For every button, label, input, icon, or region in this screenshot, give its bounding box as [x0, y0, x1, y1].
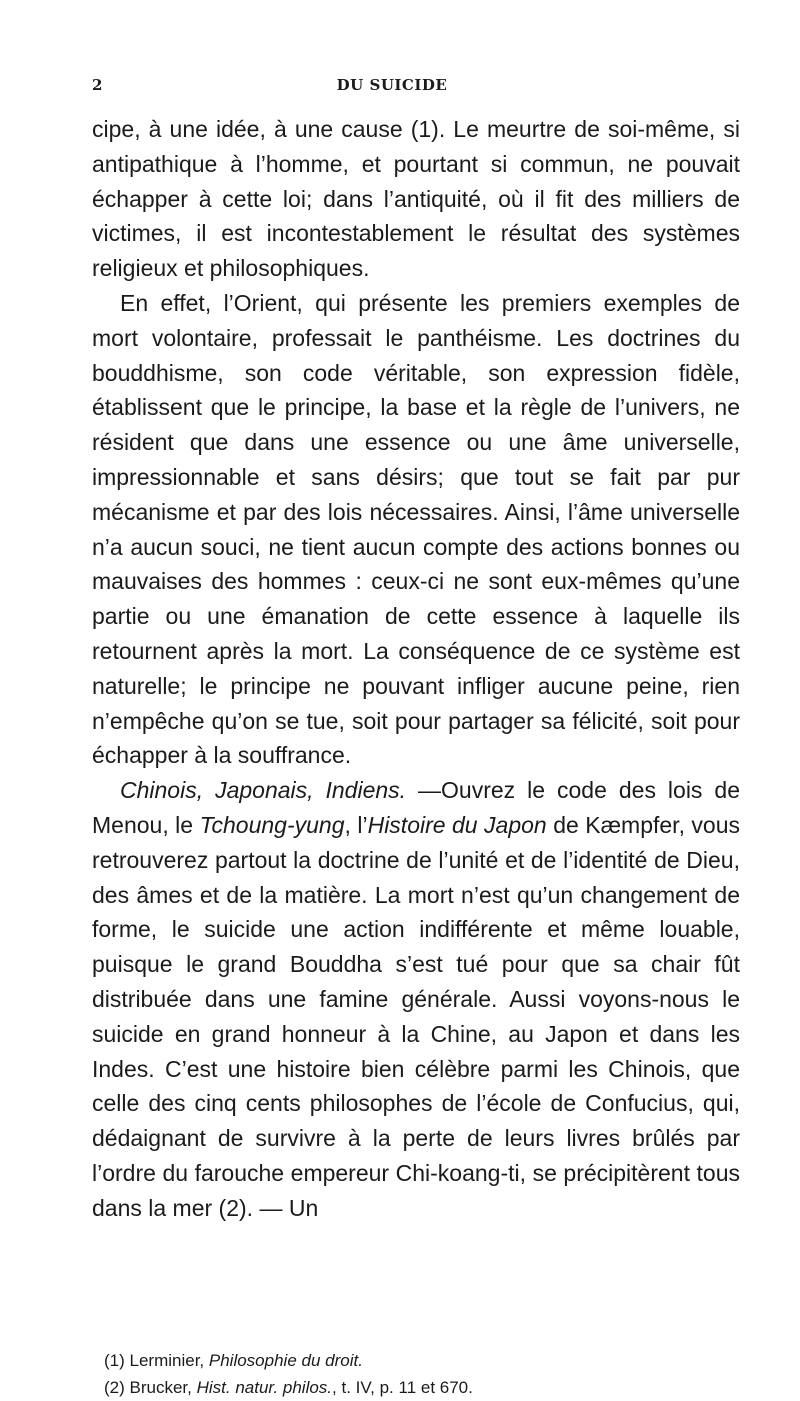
body-text	[92, 112, 740, 1226]
footnote-1-author: Lerminier,	[124, 1351, 209, 1370]
work-title-tchoung-yung: Tchoung-yung	[199, 811, 345, 838]
footnotes	[104, 1347, 744, 1401]
paragraph-3-text-c: de Kæmpfer, vous retrouverez partout la doctrine de l’unité et de l’identité de Dieu, des âmes et de la matière. La mort n’est qu’un changement de forme, le suicide une action indifférente et même louable, puisque le grand Bouddha s’est tué pour que sa chair fût distribuée dans une famine générale. Aussi voyons-nous le suicide en grand honneur à la Chine, au Japon et dans les Indes. C’est une histoire bien célèbre parmi les Chinois, que celle des cinq cents philosophes de l’école de Confucius, qui, dédaignant de survivre à la perte de leurs livres brûlés par l’ordre du farouche empereur Chi-koang-ti, se précipitèrent tous dans la mer (2). — Un	[92, 811, 741, 1221]
footnote-2-rest: , t. IV, p. 11 et 670.	[332, 1378, 473, 1397]
page-number: 2	[92, 76, 103, 94]
paragraph-3	[92, 773, 740, 1225]
paragraph-3-text-b: , l’	[344, 811, 368, 838]
paragraph-2: En effet, l’Orient, qui présente les premiers exemples de mort volontaire, professait le panthéisme. Les doctrines du bouddhisme, son code véritable, son expression fidèle, établissent que le principe, la base et la règle de l’univers, ne résident que dans une essence ou une âme universelle, impressionnable et sans désirs; que tout se fait par pur mécanisme et par des lois nécessaires. Ainsi, l’âme universelle n’a aucun souci, ne tient aucun compte des actions bonnes ou mauvaises des hommes : ceux-ci ne sont eux-mêmes qu’une partie ou une émanation de cette essence à laquelle ils retournent après la mort. La conséquence de ce système est naturelle; le principe ne pouvant infliger aucune peine, rien n’empêche qu’on se tue, soit pour partager sa félicité, soit pour échapper à la souffrance.	[92, 289, 740, 769]
running-head	[92, 76, 732, 100]
running-title: DU SUICIDE	[336, 76, 448, 94]
section-heading: Chinois, Japonais, Indiens.	[120, 777, 407, 804]
footnote-1-work: Philosophie du droit.	[208, 1351, 363, 1370]
paragraph-1: cipe, à une idée, à une cause (1). Le meurtre de soi-même, si antipathique à l’homme, et pourtant si commun, ne pouvait échapper à cette loi; dans l’antiquité, où il fit des milliers de victimes, il est incontestablement le résultat des systèmes religieux et philosophiques.	[92, 116, 740, 282]
footnote-1	[104, 1347, 744, 1374]
paragraph-3-text-a: —Ouvrez le code des lois de Menou, le	[92, 777, 740, 838]
footnote-2-work: Hist. natur. philos.	[196, 1378, 333, 1397]
footnote-2-marker: (2)	[104, 1378, 125, 1397]
footnote-2-author: Brucker,	[124, 1378, 197, 1397]
work-title-histoire-du-japon: Histoire du Japon	[367, 811, 547, 838]
footnote-1-marker: (1)	[104, 1351, 125, 1370]
